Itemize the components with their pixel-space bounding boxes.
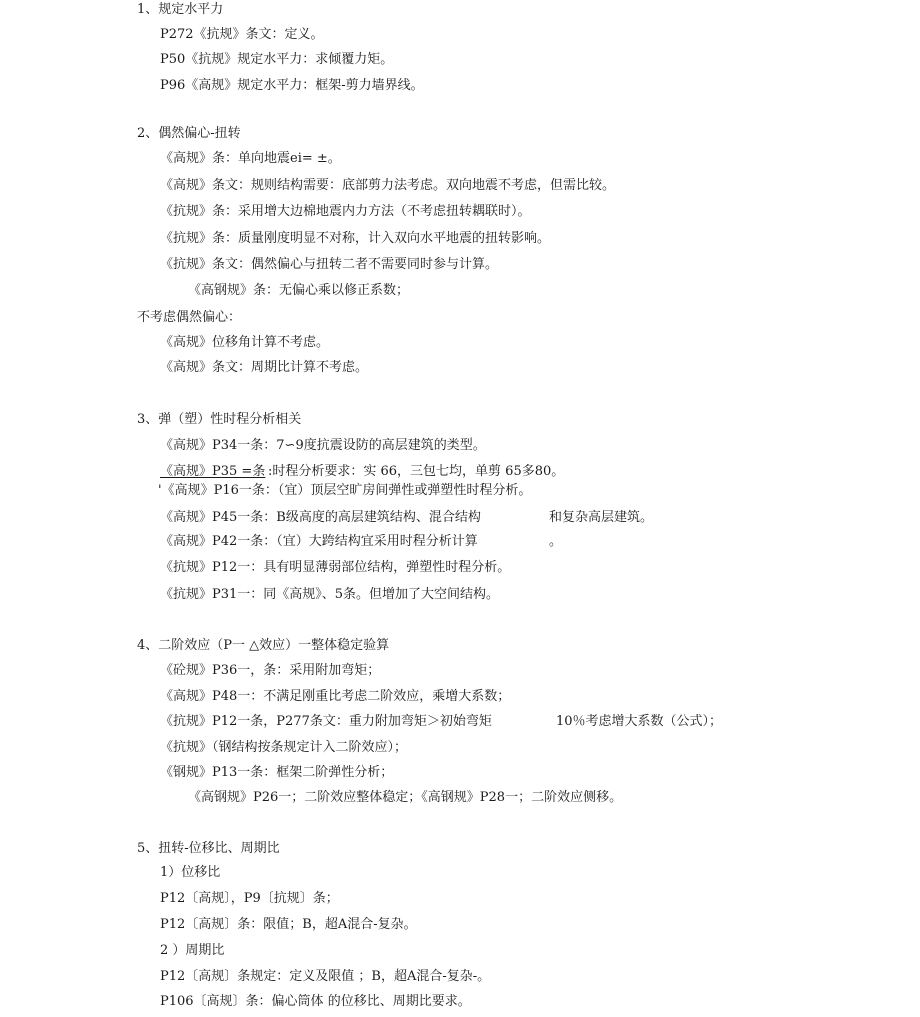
text-line: 《抗规》条：质量刚度明显不对称，计入双向水平地震的扭转影响。 xyxy=(160,231,551,246)
text-line: :时程分析要求：实 66，三包七均，单剪 65多80。 xyxy=(268,464,565,479)
text-line: 《抗规》P12一条，P277条文：重力附加弯矩＞初始弯矩 xyxy=(160,714,492,729)
text-line: P12〔高规〕条规定：定义及限值 ；B，超A混合-复杂-。 xyxy=(160,969,491,984)
text-line: 《抗规》P31一：同《高规》、5条。但增加了大空间结构。 xyxy=(160,587,500,602)
text-line: 《抗规》P12一：具有明显薄弱部位结构，弹塑性时程分析。 xyxy=(160,560,511,575)
text-line: 《高规》P48一：不满足刚重比考虑二阶效应，乘增大系数； xyxy=(160,689,511,704)
text-line: 《高规》条文：周期比计算不考虑。 xyxy=(160,360,369,375)
text-line: 《高规》P34一条：7∽9度抗震设防的高层建筑的类型。 xyxy=(160,438,486,453)
text-line: P12〔高规〕条：限值；B，超A混合-复杂。 xyxy=(160,917,417,932)
text-line: 和复杂高层建筑。 xyxy=(549,510,654,525)
subsection-heading: 1）位移比 xyxy=(160,865,221,880)
section-2-heading: 2、偶然偏心-扭转 xyxy=(137,126,241,141)
text-line: 《高规》条：单向地震ei= ±。 xyxy=(160,151,341,166)
text-line: 。 xyxy=(549,534,563,549)
text-line: '《高规》P16一条：（宜）顶层空旷房间弹性或弹塑性时程分析。 xyxy=(158,483,532,498)
text-line: 《抗规》条文：偶然偏心与扭转二者不需要同时参与计算。 xyxy=(160,257,499,272)
text-line: 10％考虑增大系数（公式）； xyxy=(556,714,723,729)
text-line: 《抗规》条：采用增大边棉地震内力方法（不考虑扭转耦联时）。 xyxy=(160,204,531,219)
text-line: 《高规》P42一条：（宜）大跨结构宜采用时程分析计算 xyxy=(160,534,478,549)
text-line: 《高钢规》条：无偏心乘以修正系数； xyxy=(188,283,410,298)
text-line: 《钢规》P13一条：框架二阶弹性分析； xyxy=(160,765,394,780)
text-line: P106〔高规〕条：偏心筒体 的位移比、周期比要求。 xyxy=(160,994,471,1009)
text-line: P96《高规》规定水平力：框架-剪力墙界线。 xyxy=(160,78,424,93)
text-line: 《高规》位移角计算不考虑。 xyxy=(160,335,330,350)
text-line: 《高规》条文：规则结构需要：底部剪力法考虑。双向地震不考虑，但需比较。 xyxy=(160,178,616,193)
text-line: P12〔高规〕，P9〔抗规〕条； xyxy=(160,891,339,906)
text-line: 《高钢规》P26一；二阶效应整体稳定；《高钢规》P28一；二阶效应侧移。 xyxy=(188,790,623,805)
section-4-heading: 4、二阶效应（P一 △效应）一整体稳定验算 xyxy=(137,638,390,653)
text-line: 《高规》P45一条：B级高度的高层建筑结构、混合结构 xyxy=(160,510,481,525)
text-line: 《抗规》（钢结构按条规定计入二阶效应）； xyxy=(160,740,408,755)
text-line-underlined-part: 《高规》P35 =条 xyxy=(160,464,266,479)
text-line: 《砼规》P36一，条：采用附加弯矩； xyxy=(160,663,381,678)
section-3-heading: 3、弹（塑）性时程分析相关 xyxy=(137,412,302,427)
subsection-heading: 2 ）周期比 xyxy=(160,943,225,958)
text-line: P272《抗规》条文：定义。 xyxy=(160,27,324,42)
section-5-heading: 5、扭转-位移比、周期比 xyxy=(137,841,280,856)
text-line: 不考虑偶然偏心： xyxy=(137,310,242,325)
text-line: P50《抗规》规定水平力：求倾覆力矩。 xyxy=(160,52,394,67)
section-1-heading: 1、规定水平力 xyxy=(137,2,224,17)
